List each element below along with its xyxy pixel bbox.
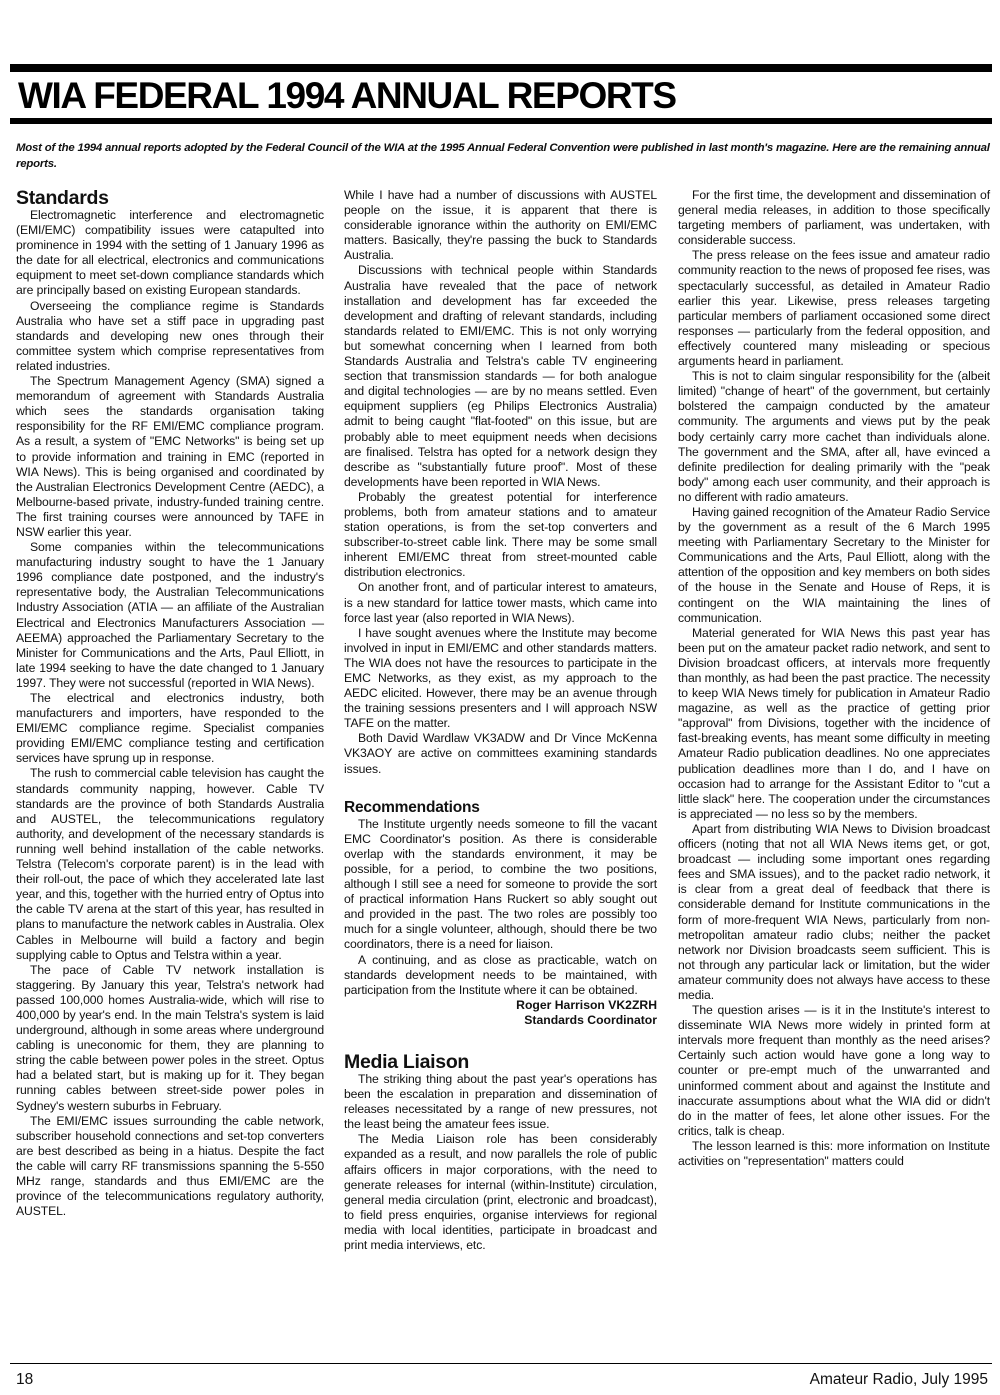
media-paragraph: Having gained recognition of the Amateur Radio Service by the government as a result of the 6 March 1995 meeting with Parliamentary Secretary to the Minister for Communications and the Arts, Paul Elliott, along with the attention of the opposition and key members on both sides of the house in the Senate and House of Reps, it is contingent on the WIA maintaining the lines of communication. [678, 504, 990, 625]
standards-paragraph: The rush to commercial cable television has caught the standards community napping, however. Cable TV standards are the province of both Standards Australia and AUSTEL, the telecommunications regulatory authority, and development of the necessary standards is running well behind installation of the cable networks. Telstra (Telecom's corporate parent) is in the lead with their roll-out, the pace of which they accelerated late last year, and this, together with the hurried entry of Optus into the cable TV arena at the start of this year, has resulted in plans to manufacture the network cables in Australia. Olex Cables in Melbourne will build a factory and begin supplying cable to Optus and Telstra within a year. [16, 766, 324, 962]
standards-paragraph: I have sought avenues where the Institute may become involved in input in EMI/EMC and other standards matters. The WIA does not have the resources to participate in the EMC Networks, as they exist, as my approach to the AEDC elicited. However, there may be an avenue through the training sessions presenters and I will approach NSW TAFE on the matter. [344, 625, 657, 731]
standards-paragraph: The pace of Cable TV network installation is staggering. By January this year, Telstra's network had passed 100,000 homes Australia-wide, which will rise to 400,000 by year's end. In the main Telstra's system is laid underground, although in some areas where underground cabling is uneconomic for them, they are planning to string the cable between power poles in the street. Optus had a belated start, but is making up for it. They began running cables between street-side power poles in Sydney's western suburbs in February. [16, 962, 324, 1113]
media-paragraph: This is not to claim singular responsibility for the (albeit limited) "change of heart" of the government, but certainly bolstered the campaign conducted by the amateur community. The arguments and views put by the peak body certainly carry more cachet than individuals alone. The government and the SMA, after all, have evinced a definite predilection for dealing primarily with the "peak body" among each user community, and their approach is no different with radio amateurs. [678, 369, 990, 504]
column-3 [678, 188, 990, 1169]
media-paragraph: The press release on the fees issue and amateur radio community reaction to the news of proposed fee rises, was spectacularly successful, as detailed in Amateur Radio earlier this year. Likewise, press releases targeting particular members of parliament occasioned some direct responses — particularly from the federal opposition, and effectively countered many misleading or specious arguments heard in parliament. [678, 248, 990, 369]
publication-footer: Amateur Radio, July 1995 [809, 1371, 988, 1388]
standards-paragraph: While I have had a number of discussions with AUSTEL people on the issue, it is apparent that there is considerable ignorance within the authority on EMI/EMC matters. Basically, they're passing the buck to Standards Australia. [344, 188, 657, 263]
standards-paragraph: Discussions with technical people within Standards Australia have revealed that the pace of network installation and development has far exceeded the development and drafting of relevant standards, including standards related to EMI/EMC. This is not only worrying but somewhat concerning when I learned from both Standards Australia and Telstra's cable TV engineering section that transmission standards — for both analogue and digital technologies — are by no means settled. Even equipment suppliers (eg Philips Electronics Australia) admit to being caught "flat-footed" on this issue, but are probably able to meet equipment needs when decisions are finalised. Telstra has opted for a network design they describe as "substantially future proof". Most of these developments have been reported in WIA News. [344, 263, 657, 489]
media-paragraph: Apart from distributing WIA News to Division broadcast officers (noting that not all WIA News items get, or got, broadcast — including some important ones regarding fees and SMA issues), and to the packet radio network, it is clear from a great deal of feedback that there is considerable demand for Institute communications in the form of more-frequent WIA News, particularly from non-metropolitan amateur radio clubs; neither the packet network nor Division broadcasts seem sufficient. This is not through any particular lack or limitation, but the wider amateur community does not always have access to these media. [678, 821, 990, 1002]
page-number: 18 [16, 1371, 34, 1388]
standards-paragraph: Both David Wardlaw VK3ADW and Dr Vince McKenna VK3AOY are active on committees examining standards issues. [344, 731, 657, 776]
recommendations-heading: Recommendations [344, 798, 480, 816]
standards-paragraph: Electromagnetic interference and electromagnetic (EMI/EMC) compatibility issues were catapulted into prominence in 1994 with the setting of 1 January 1996 as the date for all electrical, electronics and communications equipment to meet set-down compliance standards which are principally based on existing European standards. [16, 208, 324, 298]
title-underline-rule [10, 118, 992, 124]
media-paragraph: The striking thing about the past year's operations has been the escalation in preparation and dissemination of releases necessitated by a range of new pressures, not the least being the amateur fees issue. [344, 1071, 657, 1132]
standards-paragraph: The electrical and electronics industry, both manufacturers and importers, have responded to the EMI/EMC compliance regime. Specialist companies providing EMI/EMC compliance testing and certification services have sprung up in response. [16, 691, 324, 766]
standards-heading: Standards [16, 187, 109, 209]
footer-rule [10, 1363, 992, 1364]
signature-name: Roger Harrison VK2ZRH [516, 997, 657, 1012]
media-paragraph: Material generated for WIA News this past year has been put on the amateur packet radio network, and sent to Division broadcast officers, at intervals more frequently than monthly, as had been the past practice. The necessity to keep WIA News timely for publication in Amateur Radio magazine, as well as the practice of getting prior "approval" from Divisions, together with the incidence of fast-breaking events, has meant some difficulty in meeting Amateur Radio publication deadlines. No one appreciates publication deadlines more than I do, and I have on occasion had to arrange for the Assistant Editor to "cut a little slack" here. The cooperation under the circumstances is appreciated — no less so by the members. [678, 625, 990, 821]
media-paragraph: For the first time, the development and dissemination of general media releases, in addition to those specifically targeting members of parliament, was undertaken, with considerable success. [678, 188, 990, 248]
page-title: WIA FEDERAL 1994 ANNUAL REPORTS [18, 75, 676, 116]
signature-title: Standards Coordinator [524, 1012, 657, 1027]
standards-paragraph: The Spectrum Management Agency (SMA) signed a memorandum of agreement with Standards Australia which sees the standards organisation taking responsibility for the RF EMI/EMC compliance program. As a result, a system of "EMC Networks" is being set up to provide information and training in EMC (reported in WIA News). This is being organised and coordinated by the Australian Electronics Development Centre (AEDC), a Melbourne-based private, industry-funded training centre. The first training courses were announced by TAFE in NSW earlier this year. [16, 374, 324, 539]
standards-paragraph: Probably the greatest potential for interference problems, both from amateur stations and to amateur station operations, is from the set-top converters and subscriber-to-street cable link. There may be some small inherent EMI/EMC threat from street-mounted cable distribution electronics. [344, 489, 657, 580]
standards-paragraph: The EMI/EMC issues surrounding the cable network, subscriber household connections and set-top converters are best described as being in a hiatus. Despite the fact the cable will carry RF transmissions spanning the 5-550 MHz range, standards and thus EMI/EMC are the province of the telecommunications regulatory authority, AUSTEL. [16, 1113, 324, 1219]
media-paragraph: The lesson learned is this: more information on Institute activities on "representation" matters could [678, 1138, 990, 1168]
top-rule [10, 64, 992, 72]
media-paragraph: The question arises — is it in the Institute's interest to disseminate WIA News more widely in printed form at intervals more frequent than monthly as the need arises? Certainly such action would have gone a long way to counter or pre-empt much of the unwarranted and uninformed comment about and against the Institute and inaccurate assumptions about what the WIA did or didn't do in the matter of fees, let alone other issues. For the critics, talk is cheap. [678, 1003, 990, 1138]
media-paragraph: The Media Liaison role has been considerably expanded as a result, and now parallels the role of public affairs officers in major corporations, with the need to generate releases for internal (within-Institute) circulation, general media circulation (print, electronic and broadcast), to field press enquiries, organise interviews for regional media with local identities, participate in broadcast and print media interviews, etc. [344, 1132, 657, 1252]
recommendations-paragraph: A continuing, and as close as practicable, watch on standards development needs to be maintained, with participation from the Institute where it can be obtained. [344, 952, 657, 997]
column-1 [16, 188, 324, 1219]
intro-text: Most of the 1994 annual reports adopted by the Federal Council of the WIA at the 1995 Annual Federal Convention were published in last month's magazine. Here are the remaining annual reports. [16, 142, 990, 170]
media-liaison-heading: Media Liaison [344, 1050, 470, 1073]
standards-paragraph: Overseeing the compliance regime is Standards Australia who have set a stiff pace in upgrading past standards and developing new ones through their committee system which comprise representatives from related industries. [16, 298, 324, 373]
recommendations-paragraph: The Institute urgently needs someone to fill the vacant EMC Coordinator's position. As there is considerable overlap with the standards environment, it may be possible, for a period, to combine the two positions, although I still see a need for someone to provide the sort of practical information Hans Ruckert so ably sought out and provided in the past. The two roles are possibly too much for a single volunteer, although, should there be two coordinators, there is a need for liaison. [344, 816, 657, 952]
standards-paragraph: On another front, and of particular interest to amateurs, is a new standard for lattice tower masts, which came into force last year (also reported in WIA News). [344, 580, 657, 625]
standards-paragraph: Some companies within the telecommunications manufacturing industry sought to have the 1 January 1996 compliance date postponed, and the industry's representative body, the Australian Telecommunications Industry Association (ATIA — an affiliate of the Australian Electrical and Electronics Manufacturers Association — AEEMA) approached the Parliamentary Secretary to the Minister for Communications and the Arts, Paul Elliott, in late 1994 seeking to have the date changed to 1 January 1997. They were not successful (reported in WIA News). [16, 540, 324, 690]
column-2 [344, 188, 657, 1253]
